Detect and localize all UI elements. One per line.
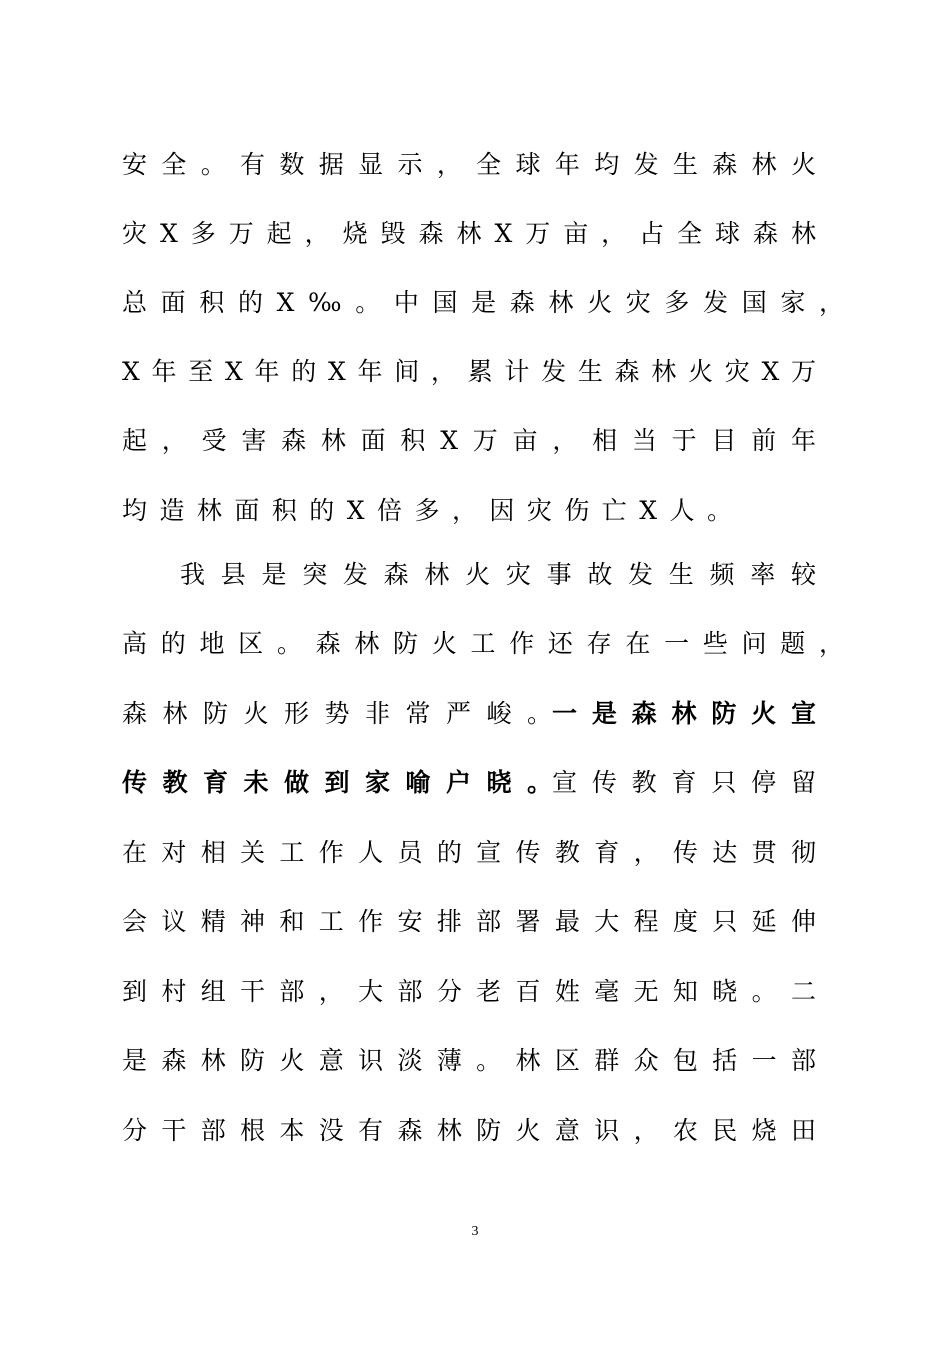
paragraph-2-line-2: 高的地区。森林防火工作还存在一些问题，: [122, 629, 844, 658]
paragraph-2-line-5: 在对相关工作人员的宣传教育，传达贯彻: [122, 838, 816, 867]
text-segment: 森林防火形势非常严峻。: [122, 699, 552, 728]
text-line-6: 均造林面积的X倍多，因灾伤亡X人。: [122, 496, 732, 525]
paragraph-2-line-3: [122, 694, 816, 734]
paragraph-2-line-6: 会议精神和工作安排部署最大程度只延伸: [122, 907, 816, 936]
paragraph-2-line-7: 到村组干部，大部分老百姓毫无知晓。二: [122, 977, 816, 1006]
text-line-4: X年至X年的X年间，累计发生森林火灾X万: [122, 357, 816, 386]
text-line-2: 灾X多万起，烧毁森林X万亩，占全球森林: [122, 219, 816, 248]
text-line-5: 起，受害森林面积X万亩，相当于目前年: [122, 426, 816, 455]
paragraph-2-line-9: 分干部根本没有森林防火意识，农民烧田: [122, 1116, 816, 1145]
paragraph-2-line-8: 是森林防火意识淡薄。林区群众包括一部: [122, 1046, 816, 1075]
paragraph-2-line-4: [122, 763, 816, 803]
text-line-3: 总面积的X‰。中国是森林火灾多发国家，: [122, 288, 844, 317]
paragraph-2-line-1: 我县是突发森林火灾事故发生频率较: [180, 560, 816, 589]
bold-heading-segment: 传教育未做到家喻户晓。: [122, 768, 552, 797]
text-line-1: 安全。有数据显示，全球年均发生森林火: [122, 150, 816, 179]
text-segment: 宣传教育只停留: [552, 768, 816, 797]
page-number: 3: [471, 1224, 479, 1239]
bold-heading-segment: 一是森林防火宣: [552, 699, 816, 728]
